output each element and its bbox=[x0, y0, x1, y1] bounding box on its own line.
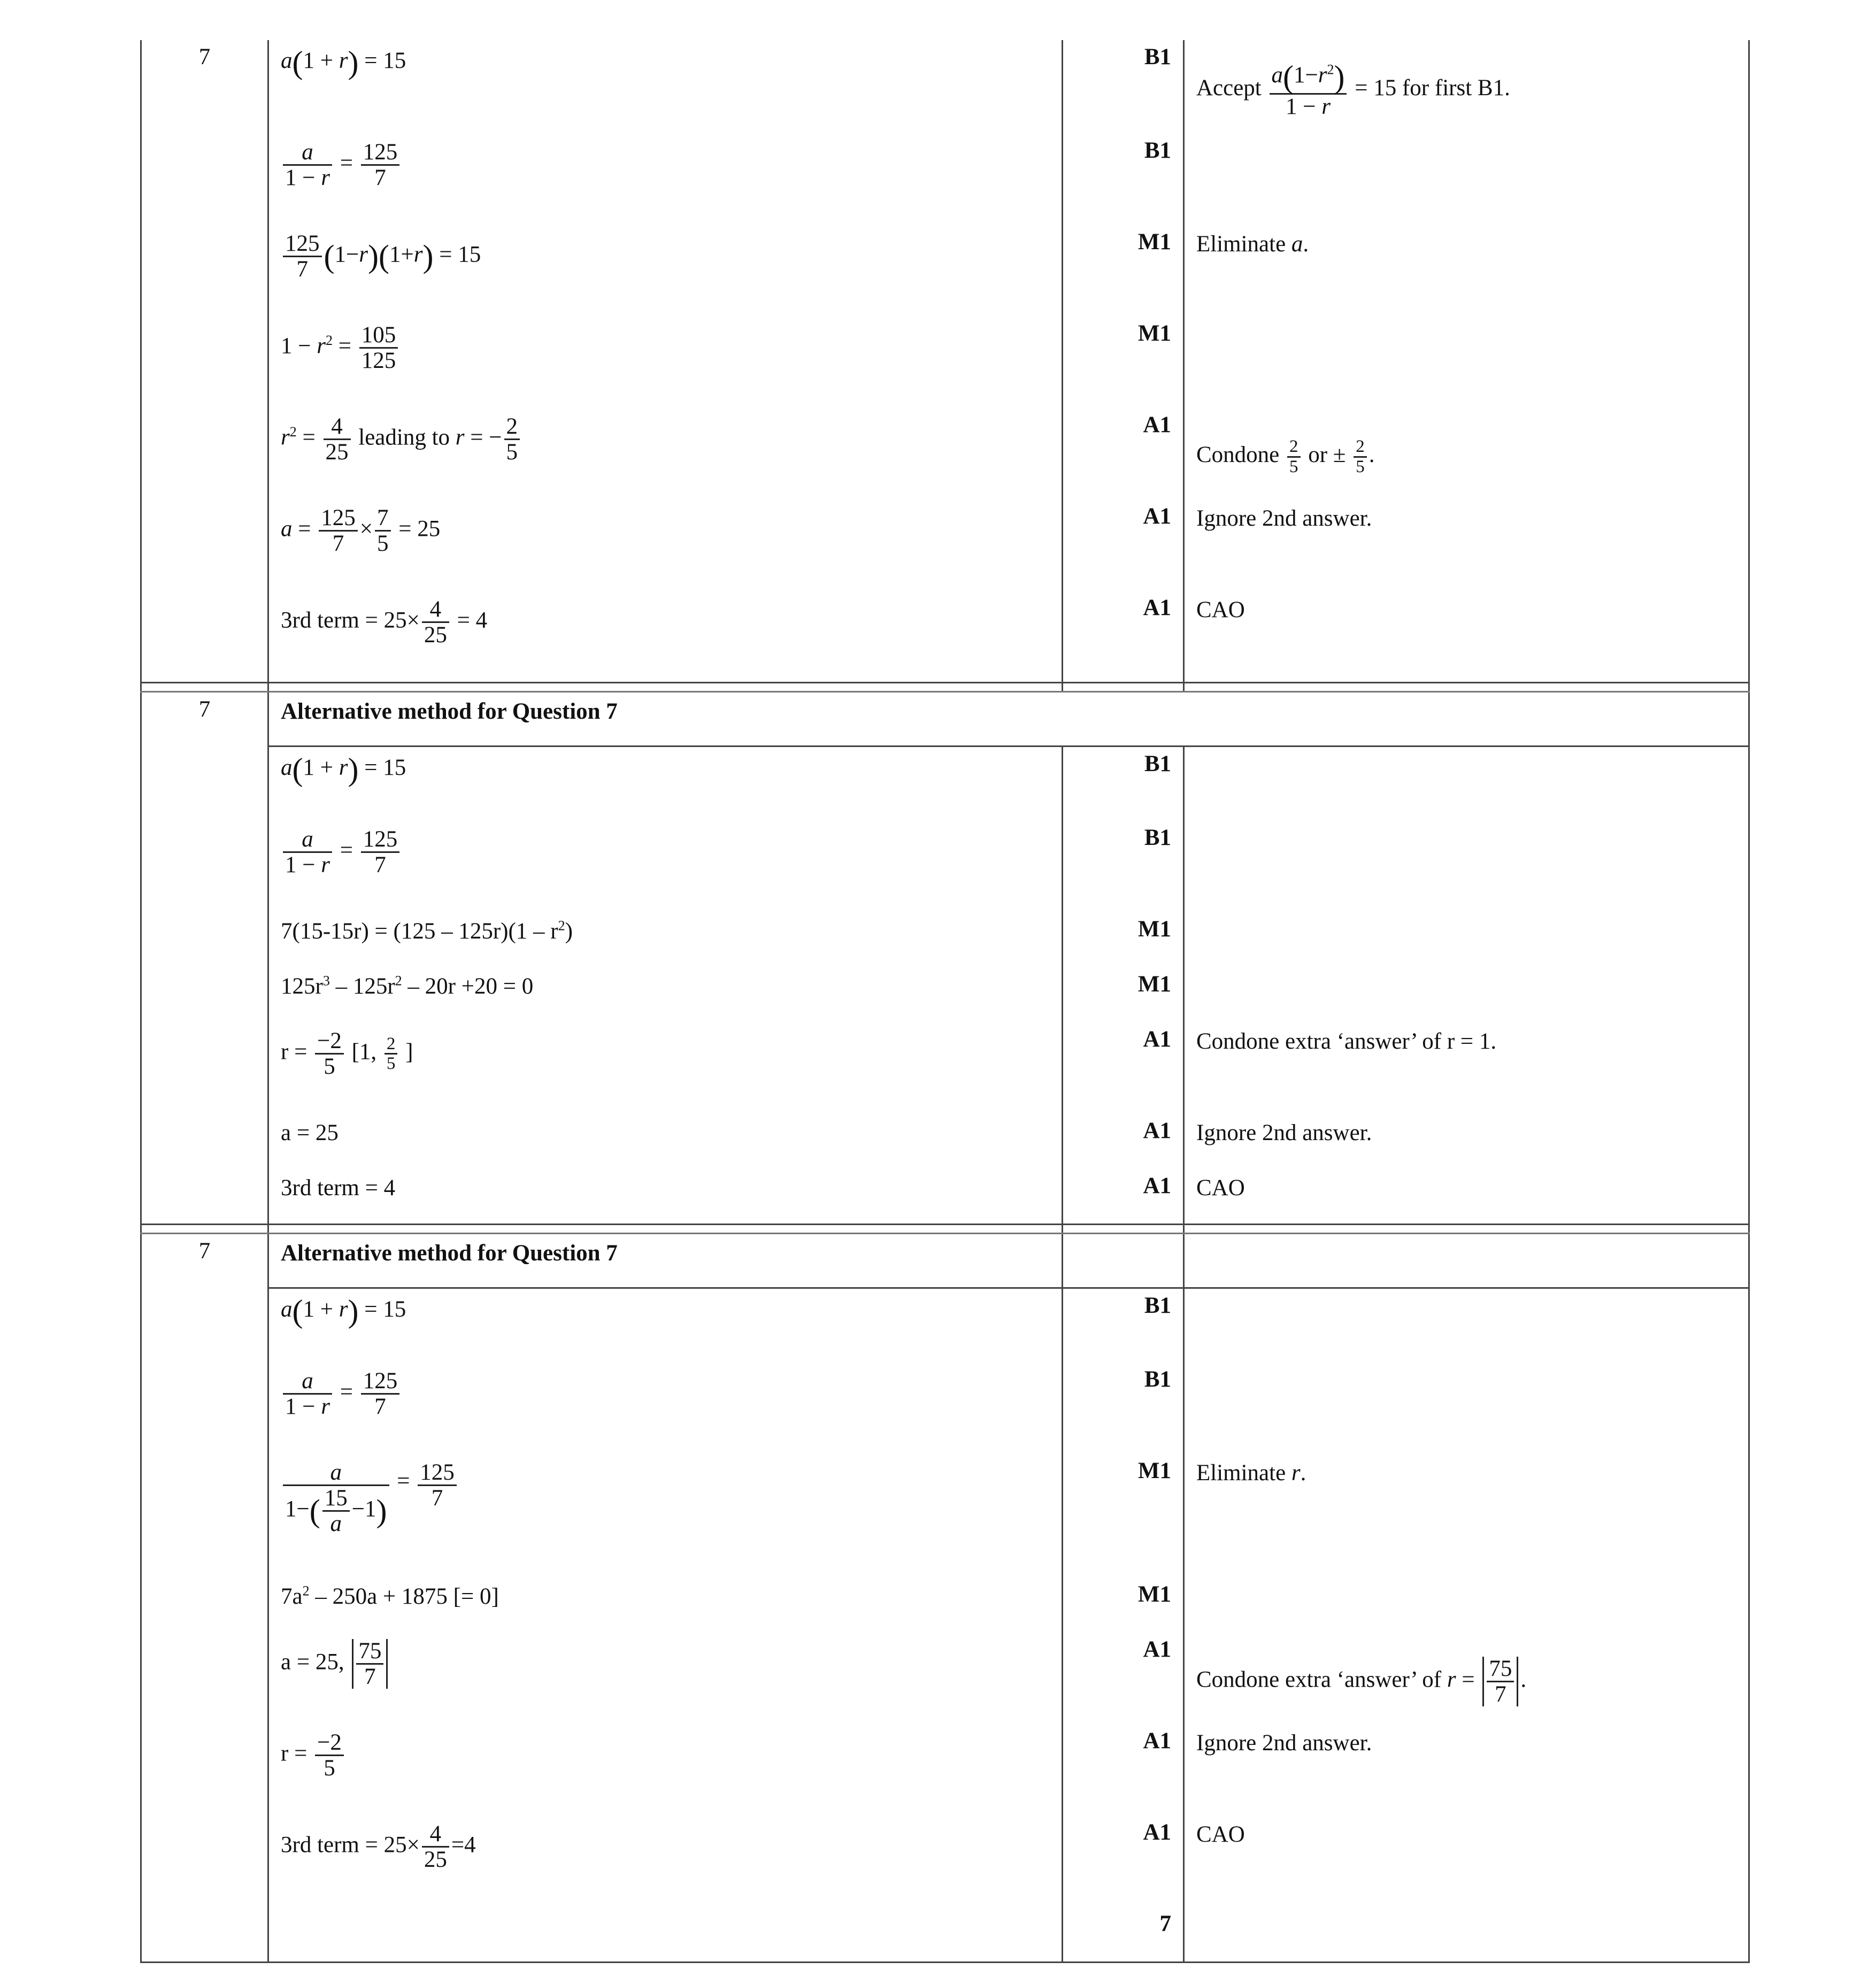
working-cell: $1 - r^2$ = $\frac{105}{125}$ bbox=[268, 317, 1063, 408]
table-row bbox=[141, 1022, 1749, 1114]
mark-a1: A1 bbox=[1063, 1815, 1184, 1907]
comment-cell: Condone extra ‘answer’ of r = 1. bbox=[1184, 1022, 1749, 1114]
working-cell: $\frac{a}{1 - r}$ = $\frac{125}{7}$ bbox=[268, 1363, 1063, 1454]
table-row bbox=[141, 1724, 1749, 1815]
mark-b1: B1 bbox=[1063, 746, 1184, 821]
table-row bbox=[141, 1114, 1749, 1169]
mark-m1: M1 bbox=[1063, 225, 1184, 317]
mark-a1: A1 bbox=[1063, 1724, 1184, 1815]
table-row bbox=[141, 821, 1749, 912]
mark-a1: A1 bbox=[1063, 499, 1184, 591]
total-marks: 7 bbox=[1063, 1907, 1184, 1962]
comment-cell: Ignore 2nd answer. bbox=[1184, 499, 1749, 591]
table-row bbox=[141, 967, 1749, 1022]
table-row bbox=[141, 1363, 1749, 1454]
working-cell: $\frac{125}{7}$ (1−r)(1+r) = 15 bbox=[268, 225, 1063, 317]
mark-a1: A1 bbox=[1063, 1169, 1184, 1224]
table-row bbox=[141, 317, 1749, 408]
mark-b1: B1 bbox=[1063, 40, 1184, 134]
working-cell: a(1 + r) = 15 bbox=[268, 746, 1063, 821]
table-row bbox=[141, 1815, 1749, 1907]
working-cell: 3rd term = 25× $\frac{4}{25}$ = 4 bbox=[268, 591, 1063, 682]
comment-cell: Eliminate r. bbox=[1184, 1454, 1749, 1578]
working-cell: $\frac{a}{1 - r}$ = $\frac{125}{7}$ bbox=[268, 821, 1063, 912]
working-cell: $\frac{a}{1 - r}$ = $\frac{125}{7}$ bbox=[268, 134, 1063, 225]
comment-cell: Condone extra ‘answer’ of r = $\frac{75}{7}$ . bbox=[1184, 1633, 1749, 1724]
mark-a1: A1 bbox=[1063, 1114, 1184, 1169]
comment-cell: Accept $\frac{a(1-r^2)}{1 - r}$ = 15 for first B1. bbox=[1184, 40, 1749, 134]
mark-a1: A1 bbox=[1063, 1633, 1184, 1724]
working-cell: $125r^3 - 125r^2 - 20r +20 = 0$ bbox=[268, 967, 1063, 1022]
table-row bbox=[141, 134, 1749, 225]
table-row bbox=[141, 1907, 1749, 1962]
alternative-method-title: Alternative method for Question 7 bbox=[268, 1233, 1063, 1288]
working-cell: a = 25, $\frac{75}{7}$ bbox=[268, 1633, 1063, 1724]
table-row bbox=[141, 40, 1749, 134]
section-separator bbox=[141, 1224, 1749, 1233]
working-cell: a(1 + r) = 15 bbox=[268, 40, 1063, 134]
table-row bbox=[141, 746, 1749, 821]
mark-m1: M1 bbox=[1063, 1578, 1184, 1633]
working-cell: a = 25 bbox=[268, 1114, 1063, 1169]
comment-cell: Ignore 2nd answer. bbox=[1184, 1724, 1749, 1815]
working-cell: a 1−( $\frac{15}{a}$ −1) = $\frac{125}{7}$ bbox=[268, 1454, 1063, 1578]
mark-m1: M1 bbox=[1063, 1454, 1184, 1578]
alternative-method-title: Alternative method for Question 7 bbox=[268, 691, 1749, 746]
mark-m1: M1 bbox=[1063, 967, 1184, 1022]
working-cell: r = $\frac{-2}{5}$ [1, $\frac{2}{5}$ ] bbox=[268, 1022, 1063, 1114]
question-number: 7 bbox=[141, 40, 268, 134]
table-row bbox=[141, 499, 1749, 591]
table-row bbox=[141, 408, 1749, 499]
table-row bbox=[141, 591, 1749, 682]
table-row bbox=[141, 1578, 1749, 1633]
mark-scheme-table bbox=[140, 40, 1750, 1963]
mark-a1: A1 bbox=[1063, 408, 1184, 499]
section-separator bbox=[141, 682, 1749, 691]
table-row bbox=[141, 691, 1749, 746]
working-cell: 3rd term = 25× $\frac{4}{25}$ =4 bbox=[268, 1815, 1063, 1907]
mark-b1: B1 bbox=[1063, 134, 1184, 225]
mark-b1: B1 bbox=[1063, 821, 1184, 912]
working-cell: r = $\frac{-2}{5}$ bbox=[268, 1724, 1063, 1815]
working-cell: 3rd term = 4 bbox=[268, 1169, 1063, 1224]
comment-cell: CAO bbox=[1184, 1815, 1749, 1907]
table-row bbox=[141, 1169, 1749, 1224]
comment-cell: CAO bbox=[1184, 1169, 1749, 1224]
mark-a1: A1 bbox=[1063, 1022, 1184, 1114]
comment-cell: Ignore 2nd answer. bbox=[1184, 1114, 1749, 1169]
mark-b1: B1 bbox=[1063, 1288, 1184, 1363]
fraction: $\frac{a(1-r^2)}{1 - r}$ bbox=[1270, 61, 1347, 119]
mark-a1: A1 bbox=[1063, 591, 1184, 682]
mark-m1: M1 bbox=[1063, 317, 1184, 408]
comment-cell: Condone $\frac{2}{5}$ or ± $\frac{2}{5}$ . bbox=[1184, 408, 1749, 499]
table-row bbox=[141, 1633, 1749, 1724]
comment-cell: CAO bbox=[1184, 591, 1749, 682]
table-row bbox=[141, 225, 1749, 317]
table-row bbox=[141, 1454, 1749, 1578]
question-number: 7 bbox=[141, 1233, 268, 1288]
table-row bbox=[141, 912, 1749, 967]
table-row bbox=[141, 1233, 1749, 1288]
working-cell: $7(15-15r) = (125 - 125r)(1 - r^2)$ bbox=[268, 912, 1063, 967]
working-cell: $r^2$ = $\frac{4}{25}$ leading to r = − $\frac{2}{5}$ bbox=[268, 408, 1063, 499]
working-cell: $7a^2 - 250a + 1875$ [= 0] bbox=[268, 1578, 1063, 1633]
working-cell: a = $\frac{125}{7}$ × $\frac{7}{5}$ = 25 bbox=[268, 499, 1063, 591]
comment-cell: Eliminate a. bbox=[1184, 225, 1749, 317]
mark-m1: M1 bbox=[1063, 912, 1184, 967]
mark-b1: B1 bbox=[1063, 1363, 1184, 1454]
question-number: 7 bbox=[141, 691, 268, 746]
table-row bbox=[141, 1288, 1749, 1363]
working-cell: a(1 + r) = 15 bbox=[268, 1288, 1063, 1363]
